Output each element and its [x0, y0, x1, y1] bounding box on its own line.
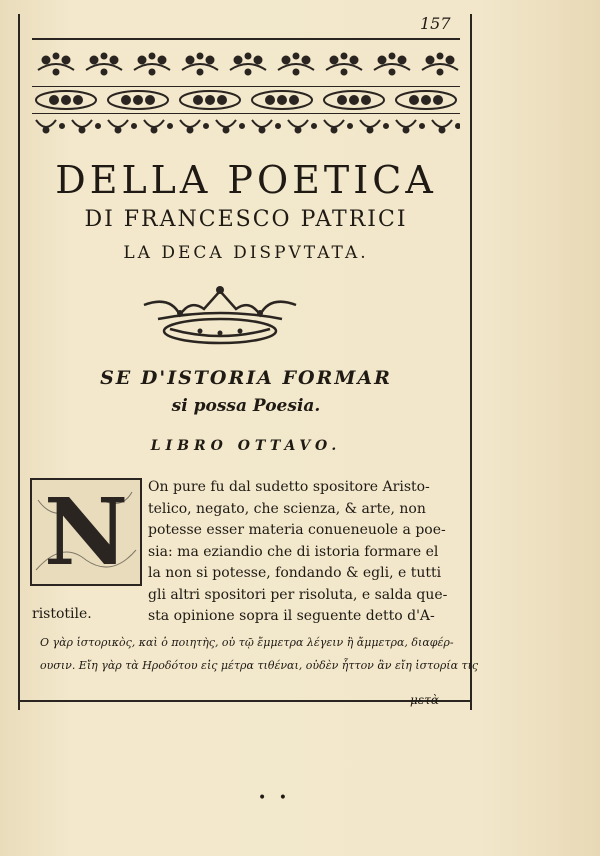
crown-icon — [140, 285, 300, 349]
body-line: On pure fu dal sudetto spositore Aristo- — [148, 479, 430, 495]
footer-dots: • • — [258, 790, 291, 806]
body-line: telico, negato, che scienza, & arte, non — [148, 500, 426, 517]
title-line-1: DELLA POETICA — [55, 158, 437, 202]
ornament-rule-2 — [32, 113, 460, 114]
subtitle-line-2: si possa Poesia. — [171, 396, 321, 416]
ornament-band-bottom — [32, 116, 460, 138]
frame-bottom-rule — [18, 700, 472, 702]
page-number: 157 — [420, 14, 451, 33]
body-line: la non si potesse, fondando & egli, e tutti — [148, 565, 442, 581]
body-line: potesse esser materia conueneuole a poe- — [148, 522, 446, 538]
body-last-line: ristotile. — [32, 606, 92, 622]
catchword: μετὰ — [410, 693, 439, 707]
body-line: gli altri spositori per risoluta, e salda que- — [148, 586, 448, 603]
ornament-rule-1 — [32, 86, 460, 87]
greek-quote-line-2: ουσιν. Εἴη γὰρ τὰ Ηροδότου εἰς μέτρα τιθέναι, οὐδὲν ἧττον ἂν εἴη ἱστορία τις — [40, 659, 479, 672]
body-line: sia: ma eziandio che di istoria formare el — [148, 543, 439, 560]
body-paragraph — [148, 477, 466, 628]
ornament-band-top — [32, 48, 460, 82]
ornament-band-middle — [32, 88, 460, 112]
title-line-3: LA DECA DISPVTATA. — [123, 243, 369, 263]
title-line-2: DI FRANCESCO PATRICI — [84, 207, 408, 232]
drop-cap-letter: N — [43, 478, 129, 586]
drop-cap-block — [30, 478, 142, 586]
subtitle-line-1: SE D'ISTORIA FORMAR — [100, 367, 392, 389]
greek-quote-line-1: Ο γὰρ ἱστορικὸς, καὶ ὁ ποιητὴς, οὐ τῷ ἔμμετρα λέγειν ἢ ἄμμετρα, διαφέρ- — [40, 636, 454, 649]
body-line: sta opinione sopra il seguente detto d'A- — [148, 608, 435, 624]
top-rule — [32, 38, 460, 40]
book-heading: LIBRO OTTAVO. — [150, 438, 342, 454]
